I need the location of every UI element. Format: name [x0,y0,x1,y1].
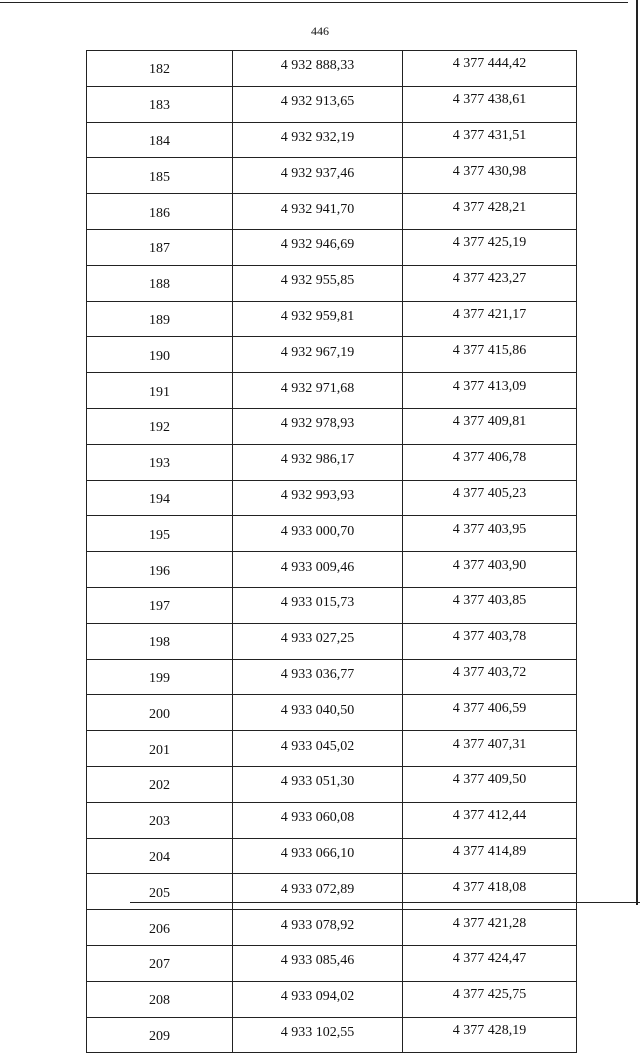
table-row [87,301,577,337]
x-coordinate-cell: 4 932 932,19 [233,122,403,158]
point-number-cell: 204 [87,838,233,874]
x-coordinate-cell: 4 932 955,85 [233,265,403,301]
table-row [87,552,577,588]
x-coordinate-cell: 4 932 888,33 [233,51,403,87]
point-number-cell: 193 [87,444,233,480]
point-number-cell: 201 [87,731,233,767]
point-number-cell: 202 [87,766,233,802]
point-number-cell: 205 [87,874,233,910]
point-number-cell: 189 [87,301,233,337]
point-number-cell: 187 [87,229,233,265]
x-coordinate-cell: 4 932 993,93 [233,480,403,516]
point-number-cell: 197 [87,587,233,623]
table-row [87,945,577,981]
table-row [87,265,577,301]
x-coordinate-cell: 4 933 045,02 [233,731,403,767]
table-row [87,731,577,767]
y-coordinate-cell: 4 377 428,19 [403,1017,577,1053]
x-coordinate-cell: 4 932 913,65 [233,86,403,122]
x-coordinate-cell: 4 933 060,08 [233,802,403,838]
point-number-cell: 186 [87,194,233,230]
table-row [87,766,577,802]
point-number-cell: 192 [87,408,233,444]
x-coordinate-cell: 4 933 085,46 [233,945,403,981]
y-coordinate-cell: 4 377 438,61 [403,86,577,122]
x-coordinate-cell: 4 933 009,46 [233,552,403,588]
x-coordinate-cell: 4 932 946,69 [233,229,403,265]
x-coordinate-cell: 4 932 986,17 [233,444,403,480]
y-coordinate-cell: 4 377 412,44 [403,802,577,838]
table-row [87,337,577,373]
y-coordinate-cell: 4 377 425,19 [403,229,577,265]
y-coordinate-cell: 4 377 409,81 [403,408,577,444]
table-row [87,623,577,659]
point-number-cell: 198 [87,623,233,659]
table-row [87,51,577,87]
x-coordinate-cell: 4 933 027,25 [233,623,403,659]
x-coordinate-cell: 4 933 000,70 [233,516,403,552]
table-row [87,516,577,552]
y-coordinate-cell: 4 377 424,47 [403,945,577,981]
page-number: 446 [311,24,329,38]
x-coordinate-cell: 4 933 040,50 [233,695,403,731]
table-row [87,802,577,838]
x-coordinate-cell: 4 933 094,02 [233,981,403,1017]
page-border-right [636,0,638,905]
x-coordinate-cell: 4 933 036,77 [233,659,403,695]
point-number-cell: 190 [87,337,233,373]
table-row [87,122,577,158]
y-coordinate-cell: 4 377 413,09 [403,373,577,409]
point-number-cell: 203 [87,802,233,838]
y-coordinate-cell: 4 377 430,98 [403,158,577,194]
y-coordinate-cell: 4 377 414,89 [403,838,577,874]
table-row [87,480,577,516]
point-number-cell: 206 [87,910,233,946]
x-coordinate-cell: 4 932 978,93 [233,408,403,444]
point-number-cell: 199 [87,659,233,695]
y-coordinate-cell: 4 377 406,59 [403,695,577,731]
table-row [87,838,577,874]
x-coordinate-cell: 4 933 066,10 [233,838,403,874]
y-coordinate-cell: 4 377 403,90 [403,552,577,588]
point-number-cell: 200 [87,695,233,731]
point-number-cell: 188 [87,265,233,301]
y-coordinate-cell: 4 377 428,21 [403,194,577,230]
coordinates-table [86,50,577,1053]
table-row [87,229,577,265]
table-row [87,444,577,480]
x-coordinate-cell: 4 932 971,68 [233,373,403,409]
x-coordinate-cell: 4 933 072,89 [233,874,403,910]
table-row [87,695,577,731]
y-coordinate-cell: 4 377 423,27 [403,265,577,301]
point-number-cell: 196 [87,552,233,588]
y-coordinate-cell: 4 377 403,95 [403,516,577,552]
point-number-cell: 185 [87,158,233,194]
y-coordinate-cell: 4 377 403,78 [403,623,577,659]
x-coordinate-cell: 4 933 051,30 [233,766,403,802]
x-coordinate-cell: 4 933 078,92 [233,910,403,946]
point-number-cell: 183 [87,86,233,122]
table-row [87,981,577,1017]
y-coordinate-cell: 4 377 431,51 [403,122,577,158]
point-number-cell: 194 [87,480,233,516]
table-row [87,910,577,946]
y-coordinate-cell: 4 377 403,85 [403,587,577,623]
table-row [87,587,577,623]
y-coordinate-cell: 4 377 405,23 [403,480,577,516]
table-row [87,373,577,409]
y-coordinate-cell: 4 377 425,75 [403,981,577,1017]
table-row [87,874,577,910]
y-coordinate-cell: 4 377 409,50 [403,766,577,802]
x-coordinate-cell: 4 933 102,55 [233,1017,403,1053]
y-coordinate-cell: 4 377 444,42 [403,51,577,87]
y-coordinate-cell: 4 377 421,17 [403,301,577,337]
y-coordinate-cell: 4 377 421,28 [403,910,577,946]
table-row [87,158,577,194]
point-number-cell: 195 [87,516,233,552]
point-number-cell: 209 [87,1017,233,1053]
point-number-cell: 207 [87,945,233,981]
x-coordinate-cell: 4 933 015,73 [233,587,403,623]
coordinates-table-body [87,51,577,1053]
table-row [87,659,577,695]
y-coordinate-cell: 4 377 407,31 [403,731,577,767]
x-coordinate-cell: 4 932 941,70 [233,194,403,230]
x-coordinate-cell: 4 932 937,46 [233,158,403,194]
point-number-cell: 184 [87,122,233,158]
y-coordinate-cell: 4 377 418,08 [403,874,577,910]
table-row [87,194,577,230]
table-row [87,408,577,444]
y-coordinate-cell: 4 377 415,86 [403,337,577,373]
y-coordinate-cell: 4 377 406,78 [403,444,577,480]
y-coordinate-cell: 4 377 403,72 [403,659,577,695]
table-row [87,86,577,122]
point-number-cell: 191 [87,373,233,409]
table-row [87,1017,577,1053]
point-number-cell: 208 [87,981,233,1017]
x-coordinate-cell: 4 932 959,81 [233,301,403,337]
point-number-cell: 182 [87,51,233,87]
page-border-top [0,2,628,3]
x-coordinate-cell: 4 932 967,19 [233,337,403,373]
